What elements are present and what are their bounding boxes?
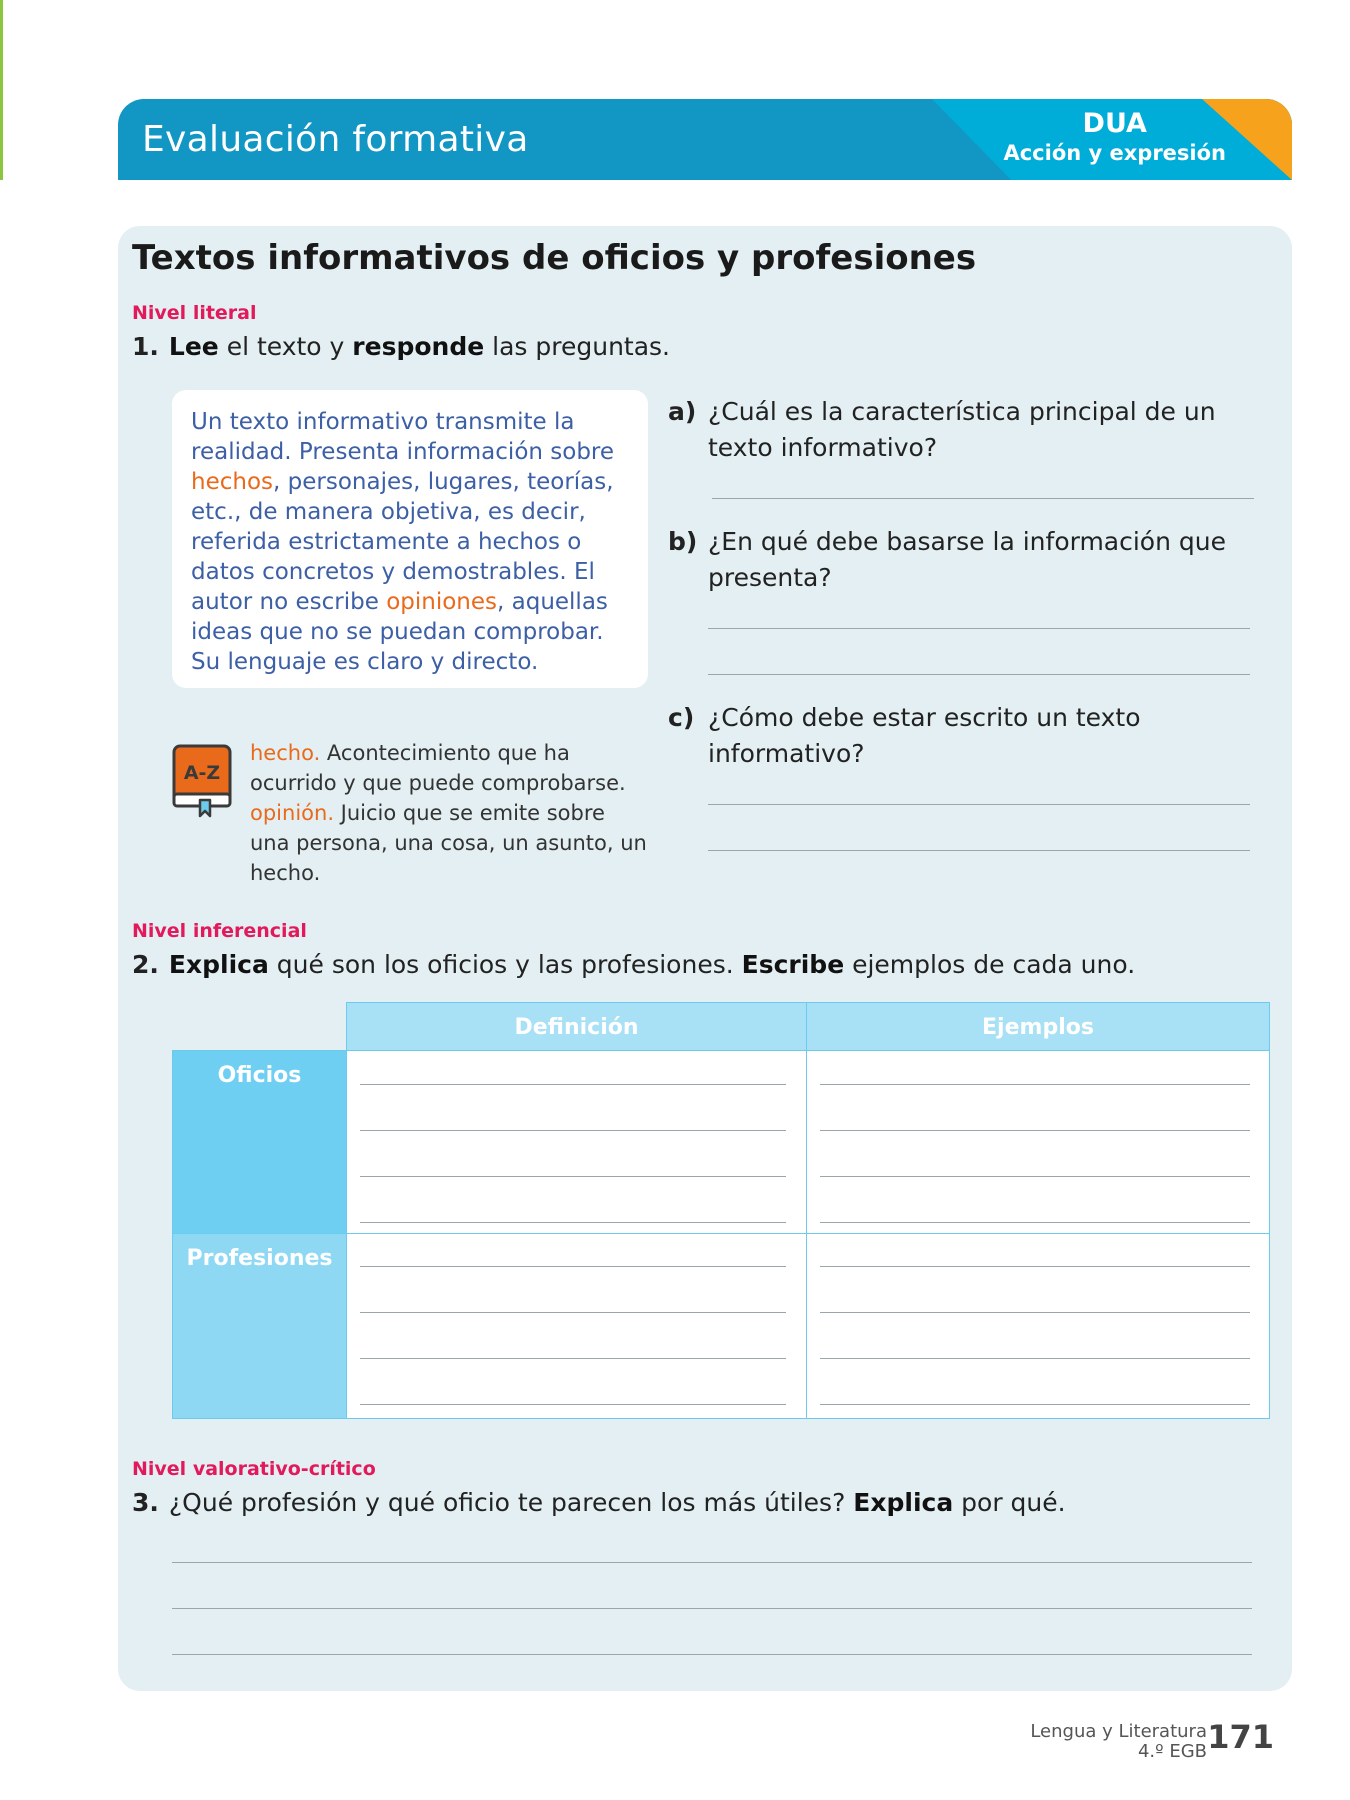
question-verb: Escribe [741,950,845,979]
dua-badge [1003,109,1226,167]
subquestion-text: ¿En qué debe basarse la información que presenta? [708,527,1226,592]
glossary-book-icon [170,742,234,818]
info-text-part: Un texto informativo transmite la realidad. Presenta información sobre [191,409,615,465]
answer-line[interactable] [360,1404,786,1405]
answer-line[interactable] [360,1084,786,1085]
footer-book-title: Lengua y Literatura [1030,1721,1207,1742]
level-label-valorativo: Nivel valorativo-crítico [132,1458,376,1480]
answer-line[interactable] [712,498,1254,499]
info-text-part: , aquellas ideas que no se puedan comprobar. Su lenguaje es claro y directo. [191,589,608,675]
answer-line[interactable] [360,1358,786,1359]
dua-badge-title: DUA [1082,108,1147,139]
answer-line[interactable] [820,1404,1250,1405]
row-header-profesiones: Profesiones [172,1233,347,1419]
column-header-definicion: Definición [346,1002,807,1051]
column-header-ejemplos: Ejemplos [806,1002,1270,1051]
answer-line[interactable] [360,1130,786,1131]
footer-book-info [1030,1722,1207,1762]
page-title: Textos informativos de oficios y profesiones [132,238,977,278]
answer-line[interactable] [708,804,1250,805]
subquestion-letter: a) [668,397,697,426]
table-cell[interactable] [346,1050,807,1234]
question-text: las preguntas. [484,332,671,361]
question-text: el texto y [218,332,353,361]
footer-grade: 4.º EGB [1137,1741,1207,1762]
answer-line[interactable] [360,1222,786,1223]
question-verb: Explica [853,1488,954,1517]
question-text: ¿Qué profesión y qué oficio te parecen los más útiles? [168,1488,854,1517]
answer-line[interactable] [708,850,1250,851]
answer-line[interactable] [360,1176,786,1177]
answer-line[interactable] [708,674,1250,675]
page-number: 171 [1207,1718,1274,1756]
section-header [118,99,1292,180]
question-verb: Lee [168,332,219,361]
question-number: 2. [132,950,159,979]
answer-line[interactable] [820,1176,1250,1177]
glossary-definition: Juicio que se emite sobre una persona, una cosa, un asunto, un hecho. [250,801,647,885]
glossary-entry-hecho [250,738,650,798]
level-label-inferencial: Nivel inferencial [132,920,307,942]
question-verb: Explica [168,950,269,979]
subquestion-text: ¿Cuál es la característica principal de un texto informativo? [708,397,1216,462]
answer-line[interactable] [820,1084,1250,1085]
answer-line[interactable] [820,1130,1250,1131]
answer-line[interactable] [172,1654,1252,1655]
answer-line[interactable] [708,628,1250,629]
question-text: qué son los oficios y las profesiones. [268,950,742,979]
question-3 [132,1488,1066,1517]
page-edge-marker [0,0,3,180]
answer-line[interactable] [820,1358,1250,1359]
info-text-part: , personajes, lugares, teorías, etc., de manera objetiva, es decir, referida estrictamente a hechos o datos concretos y demostrables. El autor no escribe [191,469,614,615]
subquestion-letter: b) [668,527,698,556]
glossary [250,738,650,888]
info-text-box [172,390,648,688]
subquestion-c [668,700,1260,772]
table-cell[interactable] [806,1233,1270,1419]
answer-line[interactable] [820,1266,1250,1267]
subquestion-letter: c) [668,703,695,732]
subquestion-a [668,394,1260,466]
question-text: ejemplos de cada uno. [844,950,1136,979]
answer-line[interactable] [172,1562,1252,1563]
table-cell[interactable] [346,1233,807,1419]
glossary-definition: Acontecimiento que ha ocurrido y que puede comprobarse. [250,741,626,795]
subquestion-text: ¿Cómo debe estar escrito un texto informativo? [708,703,1141,768]
answer-line[interactable] [820,1222,1250,1223]
answer-line[interactable] [172,1608,1252,1609]
answer-line[interactable] [820,1312,1250,1313]
row-header-oficios: Oficios [172,1050,347,1234]
info-text [191,407,630,677]
question-number: 3. [132,1488,159,1517]
question-1 [132,332,670,361]
highlight-term: hechos [191,469,274,495]
question-2 [132,950,1135,979]
subquestion-b [668,524,1260,596]
glossary-term: opinión. [250,801,334,825]
level-label-literal: Nivel literal [132,302,257,324]
glossary-icon-label: A-Z [183,762,221,784]
header-title: Evaluación formativa [142,119,529,160]
question-verb: responde [352,332,485,361]
dua-badge-subtitle: Acción y expresión [1003,141,1226,165]
oficios-profesiones-table [172,1002,1270,1419]
glossary-entry-opinion [250,798,650,888]
glossary-term: hecho. [250,741,321,765]
answer-line[interactable] [360,1312,786,1313]
highlight-term: opiniones [386,589,497,615]
question-text: por qué. [953,1488,1066,1517]
question-number: 1. [132,332,159,361]
answer-line[interactable] [360,1266,786,1267]
table-cell[interactable] [806,1050,1270,1234]
